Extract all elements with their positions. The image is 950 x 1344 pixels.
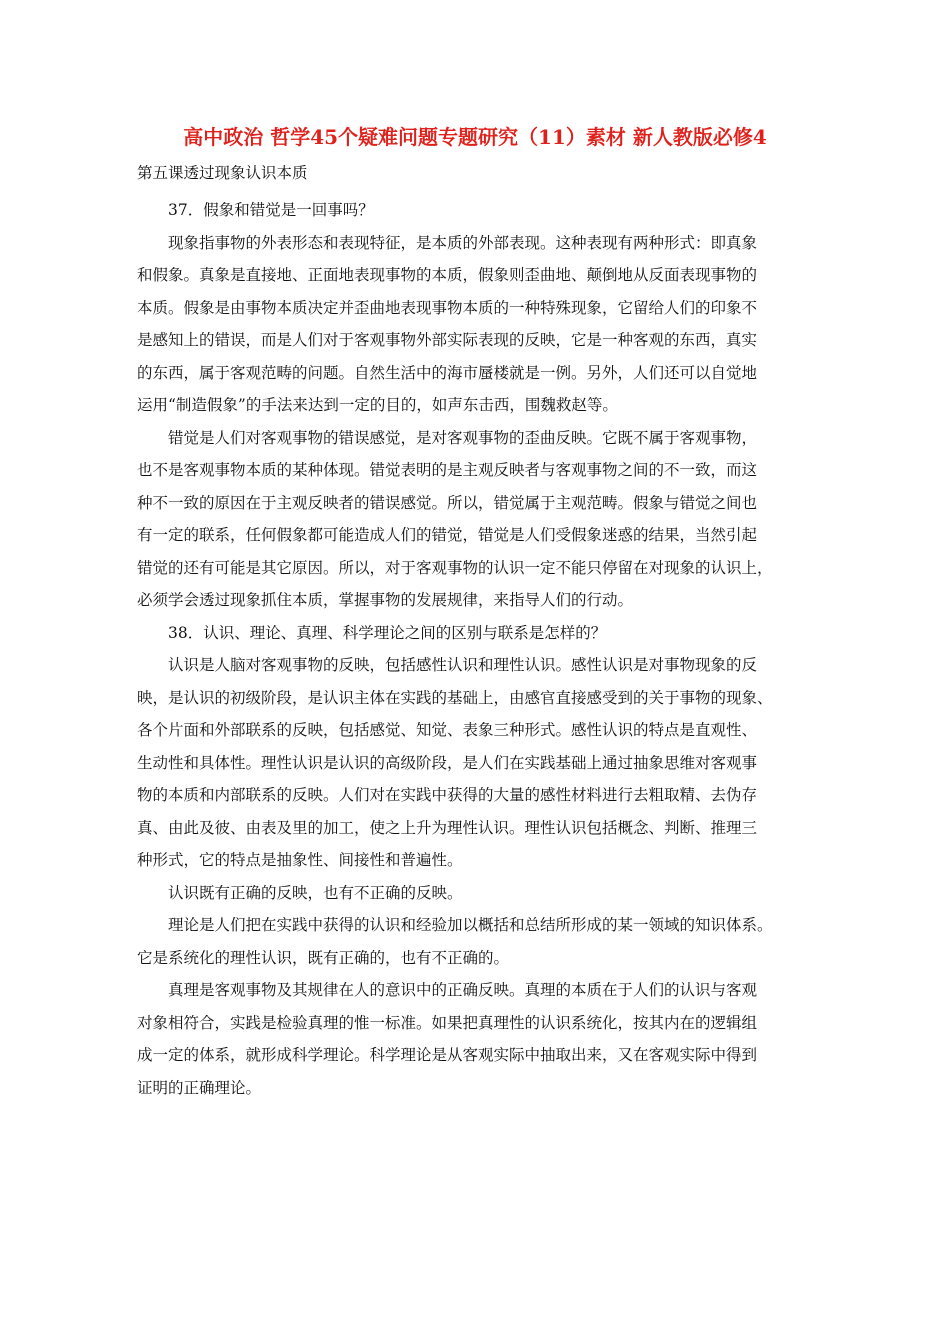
paragraph-line: 错觉的还有可能是其它原因。所以，对于客观事物的认识一定不能只停留在对现象的认识上，	[137, 558, 773, 577]
question-38-heading: 38．认识、理论、真理、科学理论之间的区别与联系是怎样的？	[168, 623, 607, 642]
paragraph-line: 真、由此及彼、由表及里的加工，使之上升为理性认识。理性认识包括概念、判断、推理三	[137, 818, 758, 837]
section-heading: 第五课透过现象认识本质	[137, 164, 308, 182]
paragraph-line: 物的本质和内部联系的反映。人们对在实践中获得的大量的感性材料进行去粗取精、去伪存	[137, 786, 758, 804]
paragraph-line: 种形式，它的特点是抽象性、间接性和普遍性。	[137, 851, 463, 869]
paragraph-line: 真理是客观事物及其规律在人的意识中的正确反映。真理的本质在于人们的认识与客观	[168, 981, 758, 999]
paragraph-line: 映，是认识的初级阶段，是认识主体在实践的基础上，由感官直接感受到的关于事物的现象、	[137, 688, 773, 707]
paragraph-line: 对象相符合，实践是检验真理的惟一标准。如果把真理性的认识系统化，按其内在的逻辑组	[137, 1013, 758, 1032]
paragraph-line: 理论是人们把在实践中获得的认识和经验加以概括和总结所形成的某一领域的知识体系。	[168, 916, 773, 934]
paragraph-line: 它是系统化的理性认识，既有正确的，也有不正确的。	[137, 948, 510, 967]
paragraph-line: 各个片面和外部联系的反映，包括感觉、知觉、表象三种形式。感性认识的特点是直观性、	[137, 721, 758, 739]
paragraph-line: 生动性和具体性。理性认识是认识的高级阶段，是人们在实践基础上通过抽象思维对客观事	[137, 753, 758, 772]
paragraph-line: 本质。假象是由事物本质决定并歪曲地表现事物本质的一种特殊现象，它留给人们的印象不	[137, 298, 758, 317]
paragraph-line: 有一定的联系，任何假象都可能造成人们的错觉，错觉是人们受假象迷惑的结果，当然引起	[137, 526, 758, 544]
paragraph-line: 成一定的体系，就形成科学理论。科学理论是从客观实际中抽取出来，又在客观实际中得到	[137, 1046, 758, 1064]
paragraph-line: 证明的正确理论。	[137, 1078, 262, 1097]
question-37-heading: 37．假象和错觉是一回事吗？	[168, 201, 374, 219]
paragraph-line: 必须学会透过现象抓住本质，掌握事物的发展规律，来指导人们的行动。	[137, 591, 634, 609]
paragraph-line: 和假象。真象是直接地、正面地表现事物的本质，假象则歪曲地、颠倒地从反面表现事物的	[137, 266, 758, 284]
paragraph-line: 现象指事物的外表形态和表现特征，是本质的外部表现。这种表现有两种形式：即真象	[168, 233, 758, 252]
document-body	[137, 162, 815, 1104]
paragraph-line: 运用“制造假象”的手法来达到一定的目的，如声东击西，围魏救赵等。	[137, 396, 618, 414]
paragraph-line: 认识既有正确的反映，也有不正确的反映。	[168, 883, 463, 902]
paragraph-line: 错觉是人们对客观事物的错误感觉，是对客观事物的歪曲反映。它既不属于客观事物，	[168, 428, 758, 447]
paragraph-line: 是感知上的错误，而是人们对于客观事物外部实际表现的反映，它是一种客观的东西，真实	[137, 331, 758, 349]
document-title: 高中政治 哲学45个疑难问题专题研究（11）素材 新人教版必修4	[183, 125, 767, 149]
paragraph-line: 的东西，属于客观范畴的问题。自然生活中的海市蜃楼就是一例。另外，人们还可以自觉地	[137, 363, 758, 382]
paragraph-line: 认识是人脑对客观事物的反映，包括感性认识和理性认识。感性认识是对事物现象的反	[168, 656, 758, 674]
paragraph-line: 种不一致的原因在于主观反映者的错误感觉。所以，错觉属于主观范畴。假象与错觉之间也	[137, 493, 758, 512]
paragraph-line: 也不是客观事物本质的某种体现。错觉表明的是主观反映者与客观事物之间的不一致，而这	[137, 461, 758, 479]
